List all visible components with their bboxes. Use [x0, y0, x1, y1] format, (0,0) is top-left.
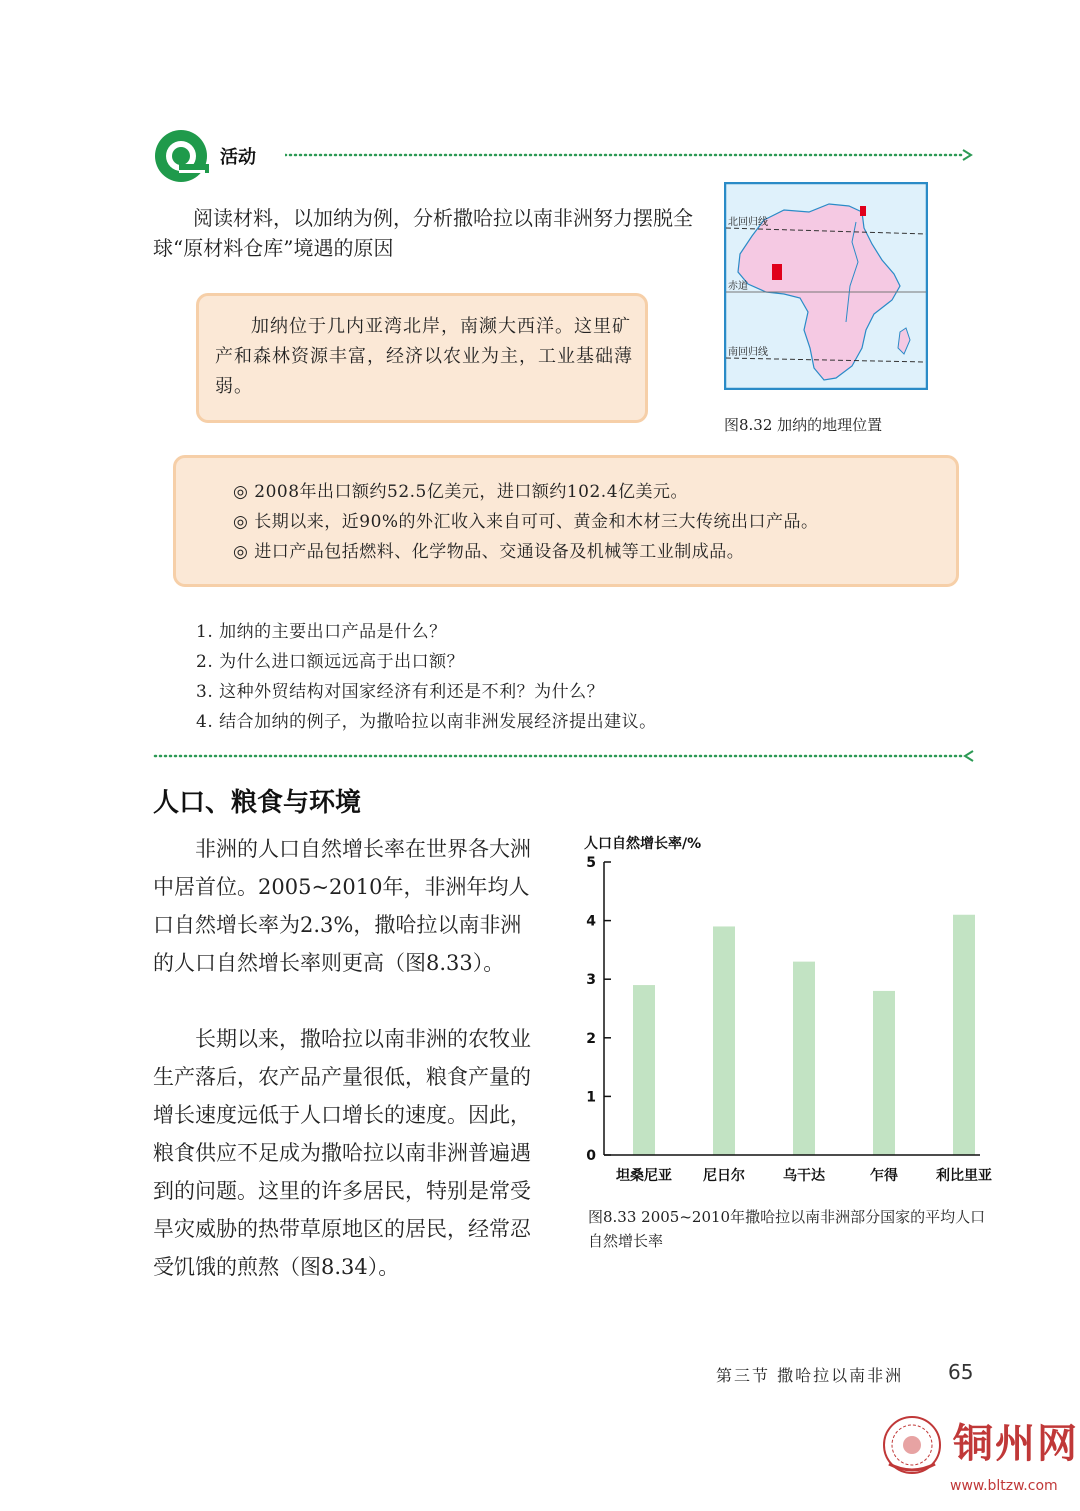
bar-1: [633, 985, 655, 1155]
activity-label: 活动: [220, 147, 256, 168]
y-tick-label: 3: [586, 972, 596, 989]
activity-divider-bottom: [153, 748, 975, 764]
growth-rate-chart: [580, 830, 1000, 1200]
activity-icon: [153, 128, 209, 184]
map-red-sea-marker: [860, 206, 866, 216]
map-caption: 图8.32 加纳的地理位置: [724, 416, 883, 434]
question-item: 4. 结合加纳的例子，为撒哈拉以南非洲发展经济提出建议。: [196, 712, 657, 732]
bar-2: [713, 926, 735, 1155]
material-list-2: [233, 477, 819, 567]
question-list: [196, 617, 657, 737]
chart-caption: 图8.33 2005~2010年撒哈拉以南非洲部分国家的平均人口自然增长率: [588, 1208, 986, 1250]
material-item: ◎ 进口产品包括燃料、化学物品、交通设备及机械等工业制成品。: [233, 537, 819, 567]
footer-section-title: 第三节 撒哈拉以南非洲: [716, 1366, 904, 1385]
watermark-seal-icon: [881, 1414, 943, 1476]
section-paragraph-1: 非洲的人口自然增长率在世界各大洲中居首位。2005~2010年，非洲年均人口自然增长率为2.3%，撒哈拉以南非洲的人口自然增长率则更高（图8.33）。: [153, 837, 531, 975]
bar-4: [873, 991, 895, 1155]
bar-3: [793, 962, 815, 1155]
map-label-south: 南回归线: [728, 347, 768, 358]
x-tick-label: 尼日尔: [703, 1168, 745, 1184]
section-paragraph-2: 长期以来，撒哈拉以南非洲的农牧业生产落后，农产品产量很低，粮食产量的增长速度远低于人口增长的速度。因此，粮食供应不足成为撒哈拉以南非洲普遍遇到的问题。这里的许多居民，特别是常受旱灾威胁的热带草原地区的居民，经常忍受饥饿的煎熬（图8.34）。: [153, 1027, 531, 1279]
page-number: 65: [948, 1360, 974, 1384]
y-axis-title: 人口自然增长率/%: [584, 836, 702, 852]
map-ghana: [772, 264, 782, 280]
y-tick-label: 5: [586, 855, 596, 871]
question-item: 3. 这种外贸结构对国家经济有利还是不利？为什么？: [196, 682, 605, 702]
y-tick-label: 4: [586, 913, 596, 930]
activity-divider-top: [285, 147, 975, 163]
material-text-1: 加纳位于几内亚湾北岸，南濒大西洋。这里矿产和森林资源丰富，经济以农业为主，工业基础薄弱。: [215, 316, 633, 397]
section-title: 人口、粮食与环境: [153, 788, 362, 818]
y-tick-label: 0: [586, 1148, 596, 1164]
map-label-equator: 赤道: [728, 281, 748, 292]
y-tick-label: 2: [586, 1030, 596, 1047]
activity-intro: 阅读材料，以加纳为例，分析撒哈拉以南非洲努力摆脱全球“原材料仓库”境遇的原因: [153, 206, 693, 260]
material-item: ◎ 2008年出口额约52.5亿美元，进口额约102.4亿美元。: [233, 477, 819, 507]
question-item: 1. 加纳的主要出口产品是什么？: [196, 622, 447, 642]
map-label-north: 北回归线: [728, 217, 768, 228]
watermark-name: 铜州网: [953, 1420, 1079, 1467]
watermark-url: www.bltzw.com: [950, 1478, 1058, 1494]
material-item: ◎ 长期以来，近90%的外汇收入来自可可、黄金和木材三大传统出口产品。: [233, 507, 819, 537]
bar-5: [953, 915, 975, 1155]
x-tick-label: 坦桑尼亚: [616, 1168, 672, 1184]
africa-map: [724, 182, 928, 390]
x-tick-label: 利比里亚: [936, 1168, 992, 1184]
y-tick-label: 1: [586, 1089, 596, 1106]
question-item: 2. 为什么进口额远远高于出口额？: [196, 652, 465, 672]
x-tick-label: 乍得: [870, 1168, 898, 1184]
x-tick-label: 乌干达: [783, 1168, 825, 1184]
